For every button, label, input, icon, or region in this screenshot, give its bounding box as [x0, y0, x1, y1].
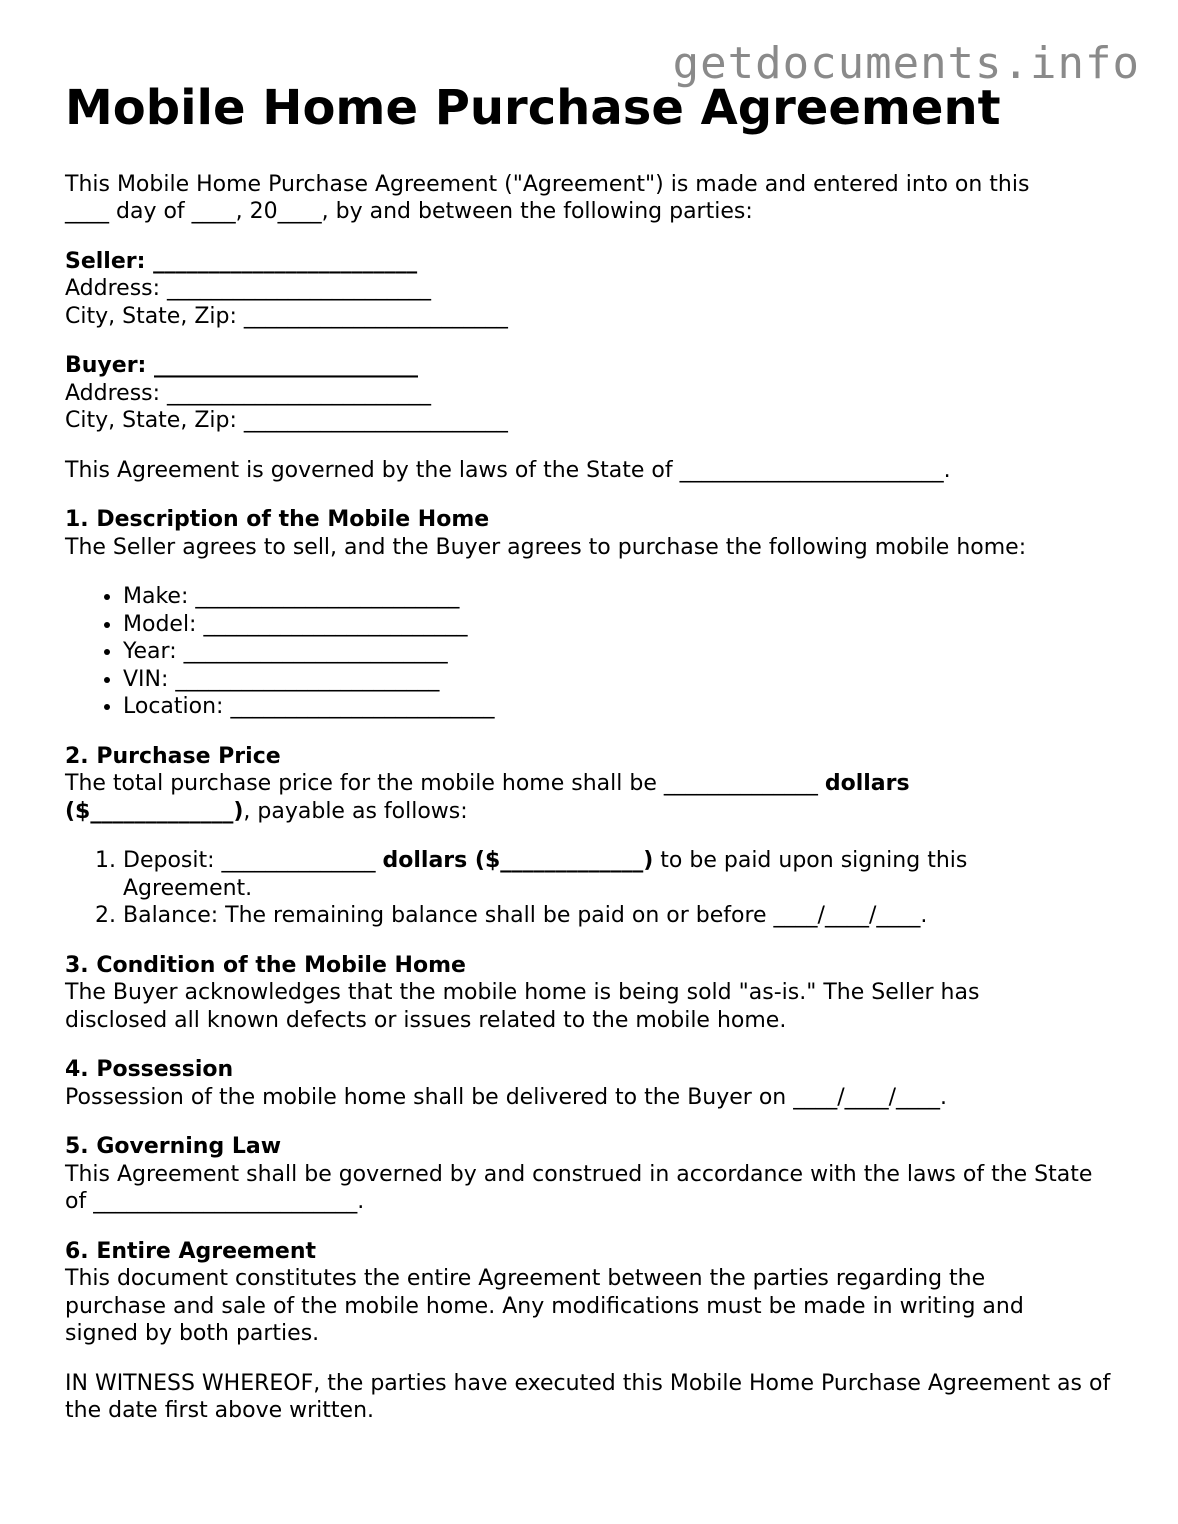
section-3-heading: 3. Condition of the Mobile Home	[65, 952, 466, 978]
section-1-text: The Seller agrees to sell, and the Buyer agrees to purchase the following mobile home:	[65, 534, 1027, 560]
buyer-label: Buyer: ________________________	[65, 353, 418, 379]
section-entire-agreement	[65, 1238, 1125, 1348]
section-5-text: This Agreement shall be governed by and construed in accordance with the laws of the State of ________________________.	[65, 1161, 1093, 1215]
intro-line-1: This Mobile Home Purchase Agreement ("Agreement") is made and entered into on this	[65, 171, 1030, 197]
section-1-heading: 1. Description of the Mobile Home	[65, 507, 490, 533]
price-dollars: dollars	[824, 771, 910, 797]
seller-address: Address: ________________________	[65, 276, 432, 302]
list-item: • VIN: ________________________	[123, 666, 1125, 694]
section-2-text	[65, 770, 1125, 825]
seller-label: Seller: ________________________	[65, 248, 418, 274]
list-item: • Location: ________________________	[123, 693, 1125, 721]
section-2-heading: 2. Purchase Price	[65, 743, 281, 769]
deposit-amount: dollars ($_____________)	[382, 848, 654, 874]
seller-block	[65, 248, 1125, 331]
list-item: • Model: ________________________	[123, 611, 1125, 639]
price-text-d: , payable as follows:	[243, 798, 468, 824]
seller-city-state-zip: City, State, Zip: ________________________	[65, 303, 508, 329]
intro-paragraph	[65, 171, 1125, 226]
page-title: Mobile Home Purchase Agreement	[65, 80, 1001, 136]
governed-statement: This Agreement is governed by the laws of the State of ________________________.	[65, 457, 951, 483]
section-purchase-price	[65, 743, 1125, 930]
price-amount: ($_____________)	[65, 798, 244, 824]
mobile-home-details-list	[65, 583, 1125, 721]
list-item: • Make: ________________________	[123, 583, 1125, 611]
list-item-balance: 2. Balance: The remaining balance shall be paid on or before ____/____/____.	[123, 902, 1125, 930]
list-item: • Year: ________________________	[123, 638, 1125, 666]
witness-statement: IN WITNESS WHEREOF, the parties have executed this Mobile Home Purchase Agreement as of the date first above written.	[65, 1370, 1111, 1424]
buyer-block	[65, 352, 1125, 435]
watermark: getdocuments.info	[672, 38, 1140, 89]
intro-line-2: ____ day of ____, 20____, by and between the following parties:	[65, 199, 753, 225]
deposit-text-a: Deposit: ______________	[123, 848, 383, 874]
section-governing-law	[65, 1133, 1125, 1216]
buyer-city-state-zip: City, State, Zip: ________________________	[65, 408, 508, 434]
section-condition	[65, 952, 1125, 1035]
section-5-heading: 5. Governing Law	[65, 1134, 282, 1160]
buyer-address: Address: ________________________	[65, 380, 432, 406]
document-page	[65, 82, 1125, 1447]
section-3-text: The Buyer acknowledges that the mobile home is being sold "as-is." The Seller has disclosed all known defects or issues related to the mobile home.	[65, 980, 980, 1033]
section-description	[65, 506, 1125, 721]
section-4-heading: 4. Possession	[65, 1057, 234, 1083]
section-possession	[65, 1056, 1125, 1111]
list-item-deposit	[123, 847, 1125, 902]
price-text-a: The total purchase price for the mobile home shall be ______________	[65, 771, 825, 797]
payment-terms-list	[65, 847, 1125, 930]
deposit-text-c: to be paid upon signing this Agreement.	[123, 848, 968, 901]
section-6-heading: 6. Entire Agreement	[65, 1238, 316, 1264]
section-6-text: This document constitutes the entire Agreement between the parties regarding the purchase and sale of the mobile home. Any modifications must be made in writing and signed by both parties.	[65, 1266, 1024, 1347]
section-4-text: Possession of the mobile home shall be delivered to the Buyer on ____/____/____.	[65, 1084, 948, 1110]
